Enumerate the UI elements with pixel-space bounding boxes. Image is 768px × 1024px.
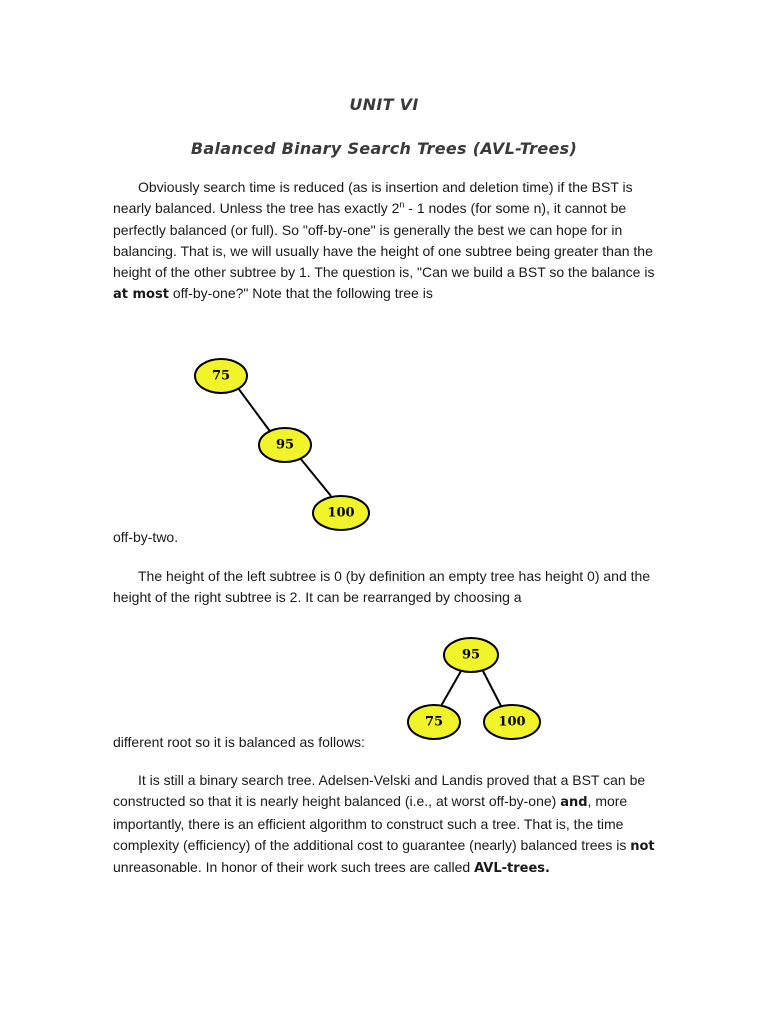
section-title: Balanced Binary Search Trees (AVL-Trees) (190, 139, 578, 158)
tree-node-95 (444, 638, 498, 672)
tree-node-100 (313, 496, 369, 530)
paragraph-avl (113, 770, 673, 879)
node-label: 75 (424, 714, 444, 730)
paragraph-height-text: The height of the left subtree is 0 (by definition an empty tree has height 0) and the height of the right subtree is 2. It can be rearranged by choosing a (113, 568, 651, 606)
node-label: 75 (211, 368, 231, 384)
node-label: 100 (498, 714, 526, 730)
tree-node-75 (195, 359, 247, 393)
bold-avl-trees: AVL-trees. (474, 861, 550, 877)
paragraph-avl-text-c: unreasonable. In honor of their work such trees are called (113, 859, 475, 876)
paragraph-height (113, 566, 673, 609)
bold-not: not (630, 838, 655, 854)
node-label: 100 (327, 505, 355, 521)
tree-edge (238, 388, 272, 434)
paragraph-intro-text-a: Obviously search time is reduced (as is insertion and deletion time) if the BST is nearly balanced. Unless the tree has exactly 2 (113, 179, 633, 217)
paragraph-intro-text-c: off-by-one?" Note that the following tree is (168, 285, 433, 302)
node-label: 95 (461, 647, 481, 663)
superscript-n: n (399, 199, 405, 210)
tree-edge (483, 671, 501, 706)
paragraph-height-tail: different root so it is balanced as follows: (113, 734, 365, 750)
balanced-tree-figure (408, 638, 540, 739)
bold-at-most: at most (113, 287, 169, 303)
bold-and: and (560, 795, 588, 811)
tree-edge (441, 671, 461, 706)
tree-edge (300, 458, 331, 496)
paragraph-avl-text-a: It is still a binary search tree. Adelsen-Velski and Landis proved that a BST can be constructed so that it is nearly height balanced (i.e., at worst off-by-one) (113, 772, 646, 810)
paragraph-intro-text-b: - 1 nodes (for some n), it cannot be perfectly balanced (or full). So "off-by-one" is generally the best we can hope for in balancing. That is, we will usually have the height of one subtree being greater than the height of the other subtree by 1. The question is, "Can we build a BST so the balance is (113, 200, 655, 281)
paragraph-intro-tail: off-by-two. (113, 529, 179, 545)
unit-title: UNIT VI (349, 95, 419, 114)
node-label: 95 (275, 437, 295, 453)
tree-node-95 (259, 428, 311, 462)
paragraph-avl-text-b: , more importantly, there is an efficient algorithm to construct such a tree. That is, the time complexity (efficiency) of the additional cost to guarantee (nearly) balanced trees is (113, 793, 631, 853)
